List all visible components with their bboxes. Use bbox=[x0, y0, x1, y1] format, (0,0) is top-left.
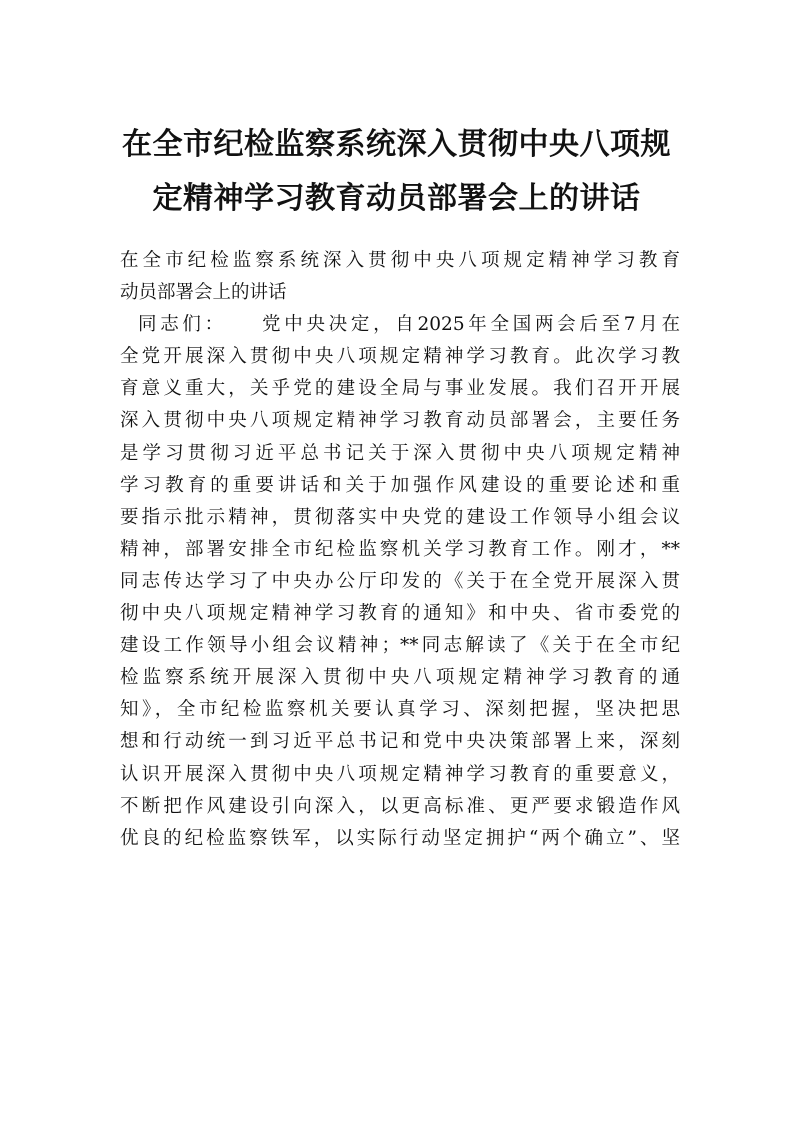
body-line: 知》，全市纪检监察机关要认真学习、深刻把握，坚决把思 bbox=[120, 699, 680, 721]
body-line: 在全市纪检监察系统深入贯彻中央八项规定精神学习教育 bbox=[120, 250, 680, 271]
body-line: 学习教育的重要讲话和关于加强作风建设的重要论述和重 bbox=[120, 474, 680, 496]
body-line: 不断把作风建设引向深入，以更高标准、更严要求锻造作风 bbox=[120, 795, 680, 817]
body-line: 彻中央八项规定精神学习教育的通知》和中央、省市委党的 bbox=[120, 603, 680, 625]
title-line: 在全市纪检监察系统深入贯彻中央八项规 bbox=[122, 127, 671, 162]
body-line: 动员部署会上的讲话 bbox=[120, 282, 287, 304]
body-line: 优良的纪检监察铁军，以实际行动坚定拥护“两个确立”、坚 bbox=[120, 827, 680, 849]
body-line: 想和行动统一到习近平总书记和党中央决策部署上来，深刻 bbox=[120, 731, 680, 753]
body-line: 育意义重大，关乎党的建设全局与事业发展。我们召开开展 bbox=[120, 378, 680, 400]
body-line: 深入贯彻中央八项规定精神学习教育动员部署会，主要任务 bbox=[120, 410, 680, 432]
body-line: 建设工作领导小组会议精神；**同志解读了《关于在全市纪 bbox=[120, 635, 680, 657]
body-line: 全党开展深入贯彻中央八项规定精神学习教育。此次学习教 bbox=[120, 346, 680, 368]
body-line: 是学习贯彻习近平总书记关于深入贯彻中央八项规定精神 bbox=[120, 442, 680, 464]
body-line: 检监察系统开展深入贯彻中央八项规定精神学习教育的通 bbox=[120, 667, 680, 689]
document-title bbox=[110, 118, 683, 226]
title-line: 定精神学习教育动员部署会上的讲话 bbox=[152, 181, 641, 216]
body-line: 要指示批示精神，贯彻落实中央党的建设工作领导小组会议 bbox=[120, 506, 680, 528]
body-line: 同志传达学习了中央办公厅印发的《关于在全党开展深入贯 bbox=[120, 570, 680, 592]
body-line: 精神，部署安排全市纪检监察机关学习教育工作。刚才，** bbox=[120, 538, 680, 560]
document-body bbox=[120, 245, 680, 855]
body-line: 认识开展深入贯彻中央八项规定精神学习教育的重要意义， bbox=[120, 763, 680, 785]
body-line: 同志们： 党中央决定，自2025年全国两会后至7月在 bbox=[138, 314, 680, 336]
